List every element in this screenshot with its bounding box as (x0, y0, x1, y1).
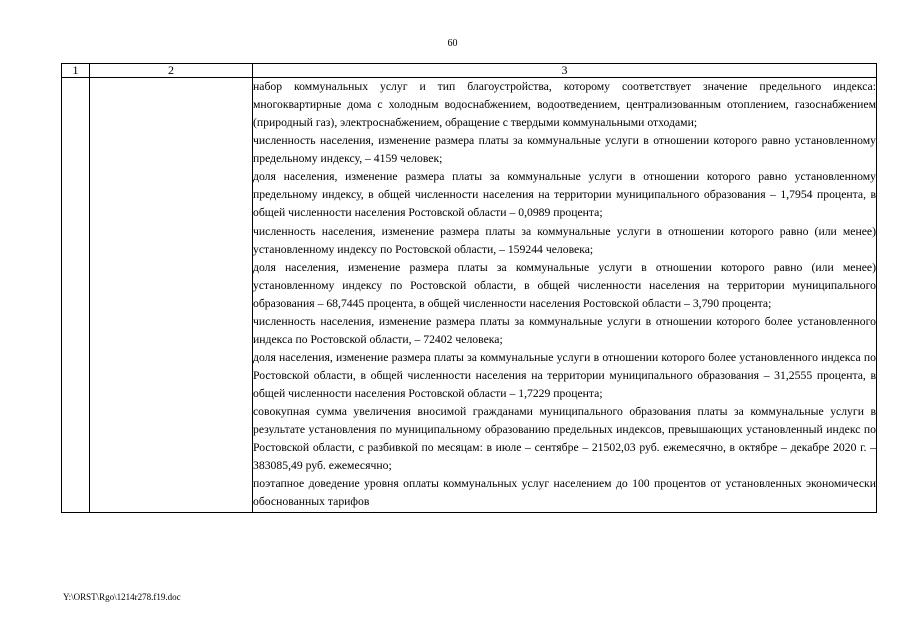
column-header-3: 3 (253, 64, 877, 78)
paragraph-total-payment-increase: совокупная сумма увеличения вносимой гражданами муниципального образования платы за коммунальные услуги в результате установления по муниципальному образованию предельных индексов, превышающих установленный индекс по Ростовской области, с разбивкой по месяцам: в июле – сентябре – 21502,03 руб. ежемесячно, в октябре – декабре 2020 г. – 383085,49 руб. ежемесячно; (253, 405, 876, 473)
footer-file-path: Y:\ORST\Rgo\1214r278.f19.doc (63, 592, 181, 602)
paragraph-population-above-regional: численность населения, изменение размера платы за коммунальные услуги в отношении которого более установленного индекса по Ростовской области, – 72402 человека; (253, 314, 876, 346)
paragraph-population-equal-limit: численность населения, изменение размера платы за коммунальные услуги в отношении которого равно установленному предельному индексу, – 4159 человек; (253, 134, 876, 166)
paragraph-gradual-payment-level: поэтапное доведение уровня оплаты коммунальных услуг населением до 100 процентов от установленных экономически обоснованных тарифов (253, 477, 876, 509)
column-header-1: 1 (62, 64, 90, 78)
table-header-row (62, 64, 877, 78)
paragraph-share-above-regional: доля населения, изменение размера платы за коммунальные услуги в отношении которого более установленного индекса по Ростовской области, в общей численности населения на территории муниципального образования – 31,2555 процента, в общей численности населения Ростовской области – 1,7229 процента; (253, 350, 876, 401)
column-header-2: 2 (90, 64, 253, 78)
table-cell-column-1 (62, 78, 90, 513)
page-number: 60 (447, 38, 458, 49)
paragraph-utility-set: набор коммунальных услуг и тип благоустройства, которому соответствует значение предельного индекса: многоквартирные дома с холодным водоснабжением, водоотведением, централизованным отоплением, газоснабжением (природный газ), электроснабжением, обращение с твердыми коммунальными отходами; (253, 80, 876, 130)
table-cell-column-2 (90, 78, 253, 513)
document-table (61, 63, 877, 513)
paragraph-share-equal-limit: доля населения, изменение размера платы за коммунальные услуги в отношении которого равно установленному предельному индексу, в общей численности населения на территории муниципального образования – 1,7954 процента, в общей численности населения Ростовской области – 0,0989 процента; (253, 170, 876, 220)
paragraph-share-equal-or-less-regional: доля населения, изменение размера платы за коммунальные услуги в отношении которого равно (или менее) установленному индексу по Ростовской области, в общей численности населения на территории муниципального образования – 68,7445 процента, в общей численности населения Ростовской области – 3,790 процента; (253, 260, 876, 310)
paragraph-population-equal-or-less-regional: численность населения, изменение размера платы за коммунальные услуги в отношении которого равно (или менее) установленному индексу по Ростовской области, – 159244 человека; (253, 224, 876, 256)
table-row (62, 78, 877, 513)
table-cell-column-3 (253, 78, 877, 513)
